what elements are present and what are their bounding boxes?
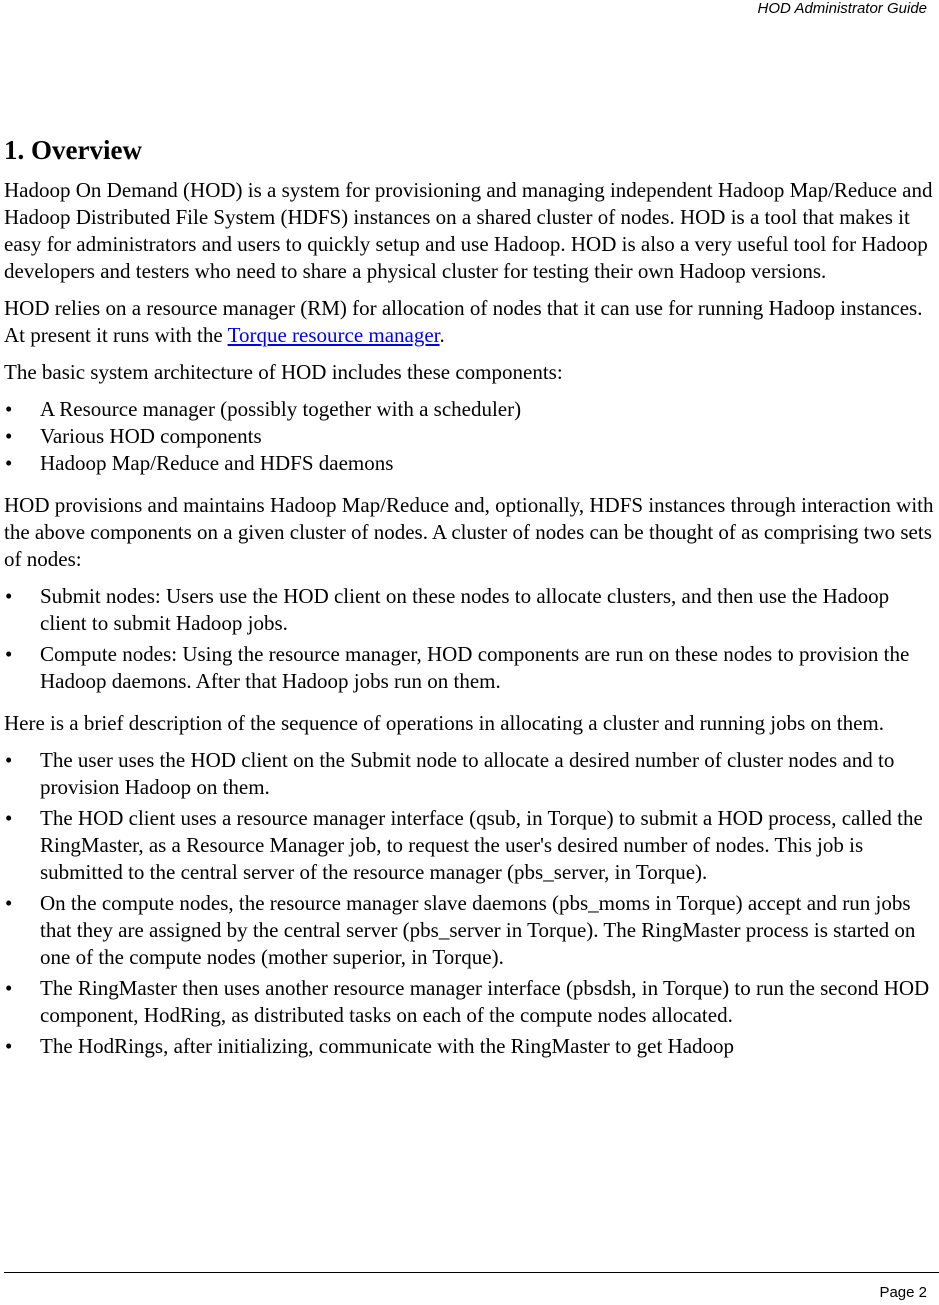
bullet-icon: •: [5, 891, 13, 915]
components-list: [4, 396, 938, 477]
bullet-icon: •: [5, 976, 13, 1000]
bullet-icon: •: [5, 1034, 13, 1058]
bullet-icon: •: [5, 584, 13, 608]
list-item: • On the compute nodes, the resource manager slave daemons (pbs_moms in Torque) accept and run jobs that they are assigned by the central server (pbs_server in Torque). The RingMaster process is started on one of the compute nodes (mother superior, in Torque).: [5, 891, 916, 969]
list-item: • Hadoop Map/Reduce and HDFS daemons: [5, 451, 394, 475]
list-item: • The RingMaster then uses another resource manager interface (pbsdsh, in Torque) to run the second HOD component, HodRing, as distributed tasks on each of the compute nodes allocated.: [5, 976, 930, 1027]
list-item: • Various HOD components: [5, 424, 262, 448]
rm-text-after: .: [439, 323, 445, 347]
resource-manager-paragraph: [4, 295, 938, 349]
bullet-icon: •: [5, 424, 13, 448]
list-item: • A Resource manager (possibly together with a scheduler): [5, 397, 522, 421]
torque-resource-manager-link[interactable]: Torque resource manager: [227, 323, 440, 347]
rm-text-before: HOD relies on a resource manager (RM) for allocation of nodes that it can use for running Hadoop instances. At present it runs with the: [4, 296, 923, 347]
section-heading: 1. Overview: [4, 135, 142, 165]
intro-paragraph: Hadoop On Demand (HOD) is a system for provisioning and managing independent Hadoop Map/Reduce and Hadoop Distributed File System (HDFS) instances on a shared cluster of nodes. HOD is a tool that makes it easy for administrators and users to quickly setup and use Hadoop. HOD is also a very useful tool for Hadoop developers and testers who need to share a physical cluster for testing their own Hadoop versions.: [4, 178, 933, 283]
page-number: Page 2: [879, 1284, 927, 1301]
bullet-icon: •: [5, 397, 13, 421]
node-sets-list: [4, 583, 938, 695]
document-body: [4, 133, 938, 1075]
provision-paragraph: HOD provisions and maintains Hadoop Map/Reduce and, optionally, HDFS instances through interaction with the above components on a given cluster of nodes. A cluster of nodes can be thought of as comprising two sets of nodes:: [4, 493, 934, 571]
bullet-icon: •: [5, 451, 13, 475]
list-item: • Compute nodes: Using the resource manager, HOD components are run on these nodes to provision the Hadoop daemons. After that Hadoop jobs run on them.: [5, 642, 910, 693]
footer-divider: [4, 1272, 939, 1273]
bullet-icon: •: [5, 642, 13, 666]
running-header: HOD Administrator Guide: [757, 0, 927, 17]
components-intro: The basic system architecture of HOD includes these components:: [4, 360, 563, 384]
sequence-intro: Here is a brief description of the sequence of operations in allocating a cluster and running jobs on them.: [4, 711, 884, 735]
list-item: • Submit nodes: Users use the HOD client on these nodes to allocate clusters, and then use the Hadoop client to submit Hadoop jobs.: [5, 584, 890, 635]
list-item: • The HOD client uses a resource manager interface (qsub, in Torque) to submit a HOD process, called the RingMaster, as a Resource Manager job, to request the user's desired number of nodes. This job is submitted to the central server of the resource manager (pbs_server, in Torque).: [5, 806, 923, 884]
bullet-icon: •: [5, 806, 13, 830]
list-item: • The HodRings, after initializing, communicate with the RingMaster to get Hadoop: [5, 1034, 735, 1058]
bullet-icon: •: [5, 748, 13, 772]
sequence-list: [4, 747, 938, 1060]
list-item: • The user uses the HOD client on the Submit node to allocate a desired number of cluster nodes and to provision Hadoop on them.: [5, 748, 895, 799]
